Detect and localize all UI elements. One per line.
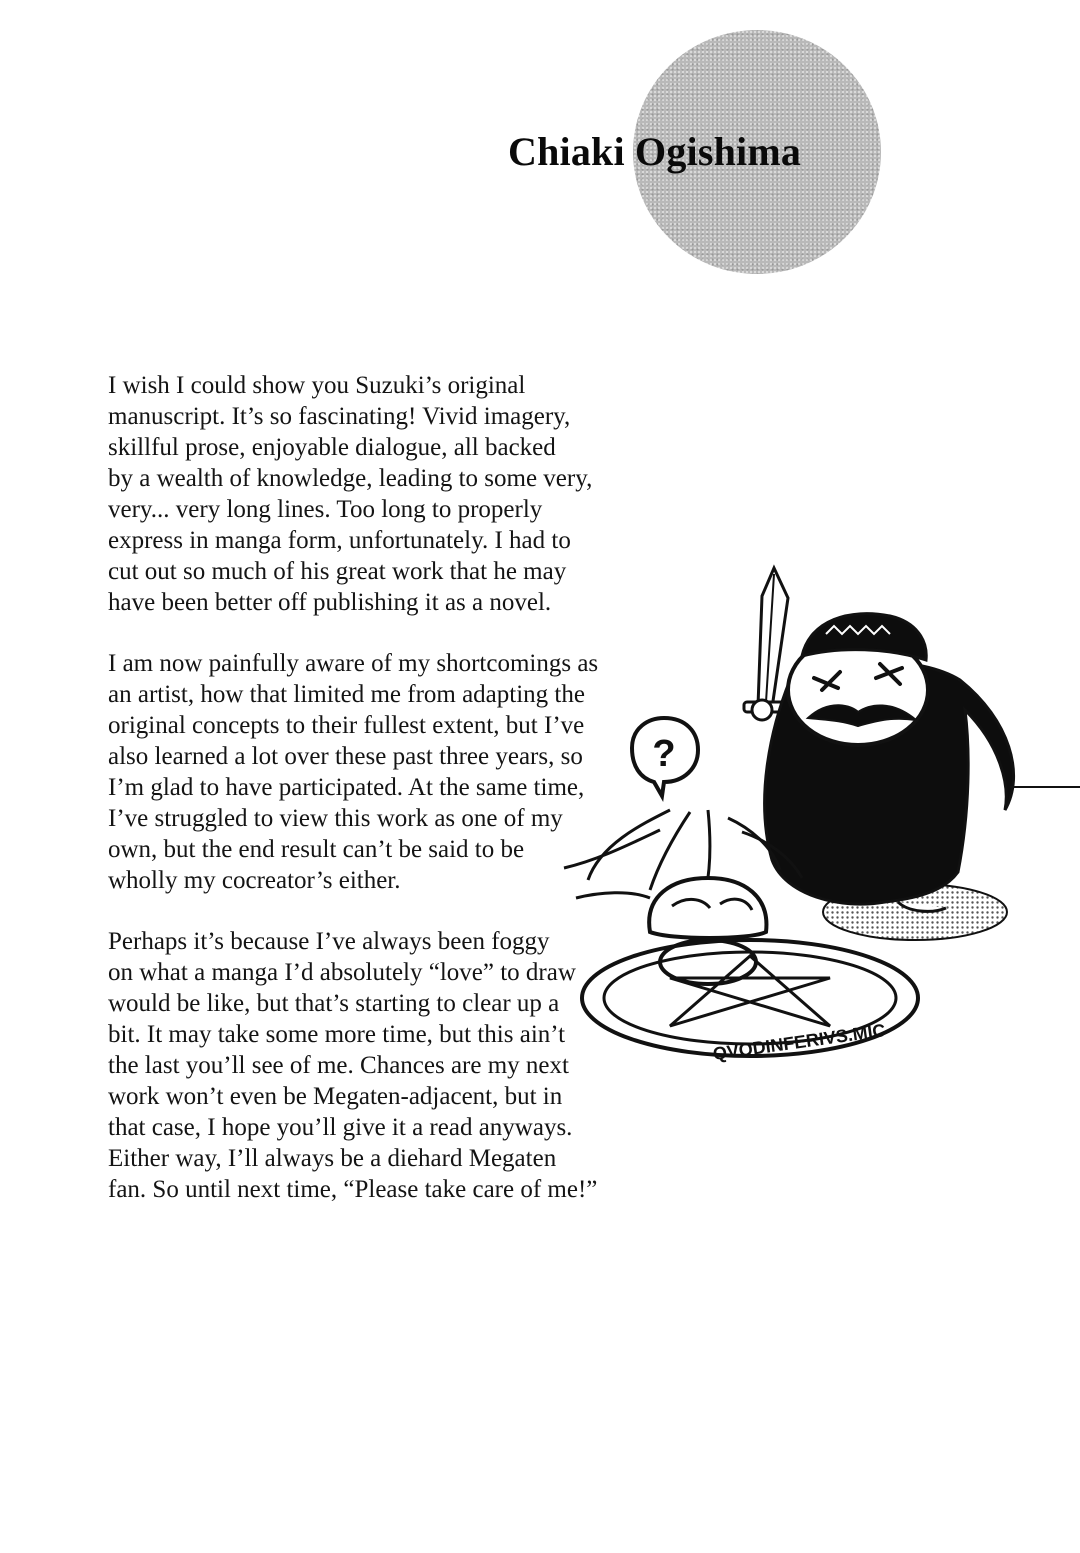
text-line: original concepts to their fullest extent, but I’ve: [108, 712, 585, 739]
text-line: express in manga form, unfortunately. I had to: [108, 527, 571, 554]
text-line: on what a manga I’d absolutely “love” to draw: [108, 959, 576, 986]
text-line: Perhaps it’s because I’ve always been foggy: [108, 928, 550, 955]
text-line: by a wealth of knowledge, leading to some very,: [108, 465, 593, 492]
wizard-character: [744, 568, 1080, 911]
text-line: have been better off publishing it as a novel.: [108, 589, 552, 616]
speech-bubble-text: ?: [652, 733, 676, 775]
text-line: Either way, I’ll always be a diehard Megaten: [108, 1145, 557, 1172]
text-line: manuscript. It’s so fascinating! Vivid imagery,: [108, 403, 571, 430]
magic-circle-text: QVODINFERIVS.MIC: [711, 1020, 887, 1065]
text-line: also learned a lot over these past three years, so: [108, 743, 583, 770]
text-line: I’m glad to have participated. At the same time,: [108, 774, 585, 801]
text-line: I wish I could show you Suzuki’s original: [108, 372, 526, 399]
text-line: cut out so much of his great work that he may: [108, 558, 567, 585]
text-line: would be like, but that’s starting to clear up a: [108, 990, 560, 1017]
text-line: I am now painfully aware of my shortcomings as: [108, 650, 599, 677]
text-line: an artist, how that limited me from adapting the: [108, 681, 585, 708]
text-line: the last you’ll see of me. Chances are my next: [108, 1052, 569, 1079]
text-line: skillful prose, enjoyable dialogue, all backed: [108, 434, 556, 461]
text-line: I’ve struggled to view this work as one of my: [108, 805, 563, 832]
text-line: work won’t even be Megaten-adjacent, but in: [108, 1083, 563, 1110]
text-line: that case, I hope you’ll give it a read anyways.: [108, 1114, 573, 1141]
question-speech-bubble: [632, 718, 698, 796]
text-line: very... very long lines. Too long to properly: [108, 496, 543, 523]
illustration: [540, 560, 1080, 1080]
imp-character: [649, 878, 766, 984]
text-line: bit. It may take some more time, but this ain’t: [108, 1021, 566, 1048]
page-title: Chiaki Ogishima: [508, 129, 802, 174]
text-line: fan. So until next time, “Please take care of me!”: [108, 1176, 598, 1203]
text-line: own, but the end result can’t be said to be: [108, 836, 525, 863]
text-line: wholly my cocreator’s either.: [108, 867, 401, 894]
